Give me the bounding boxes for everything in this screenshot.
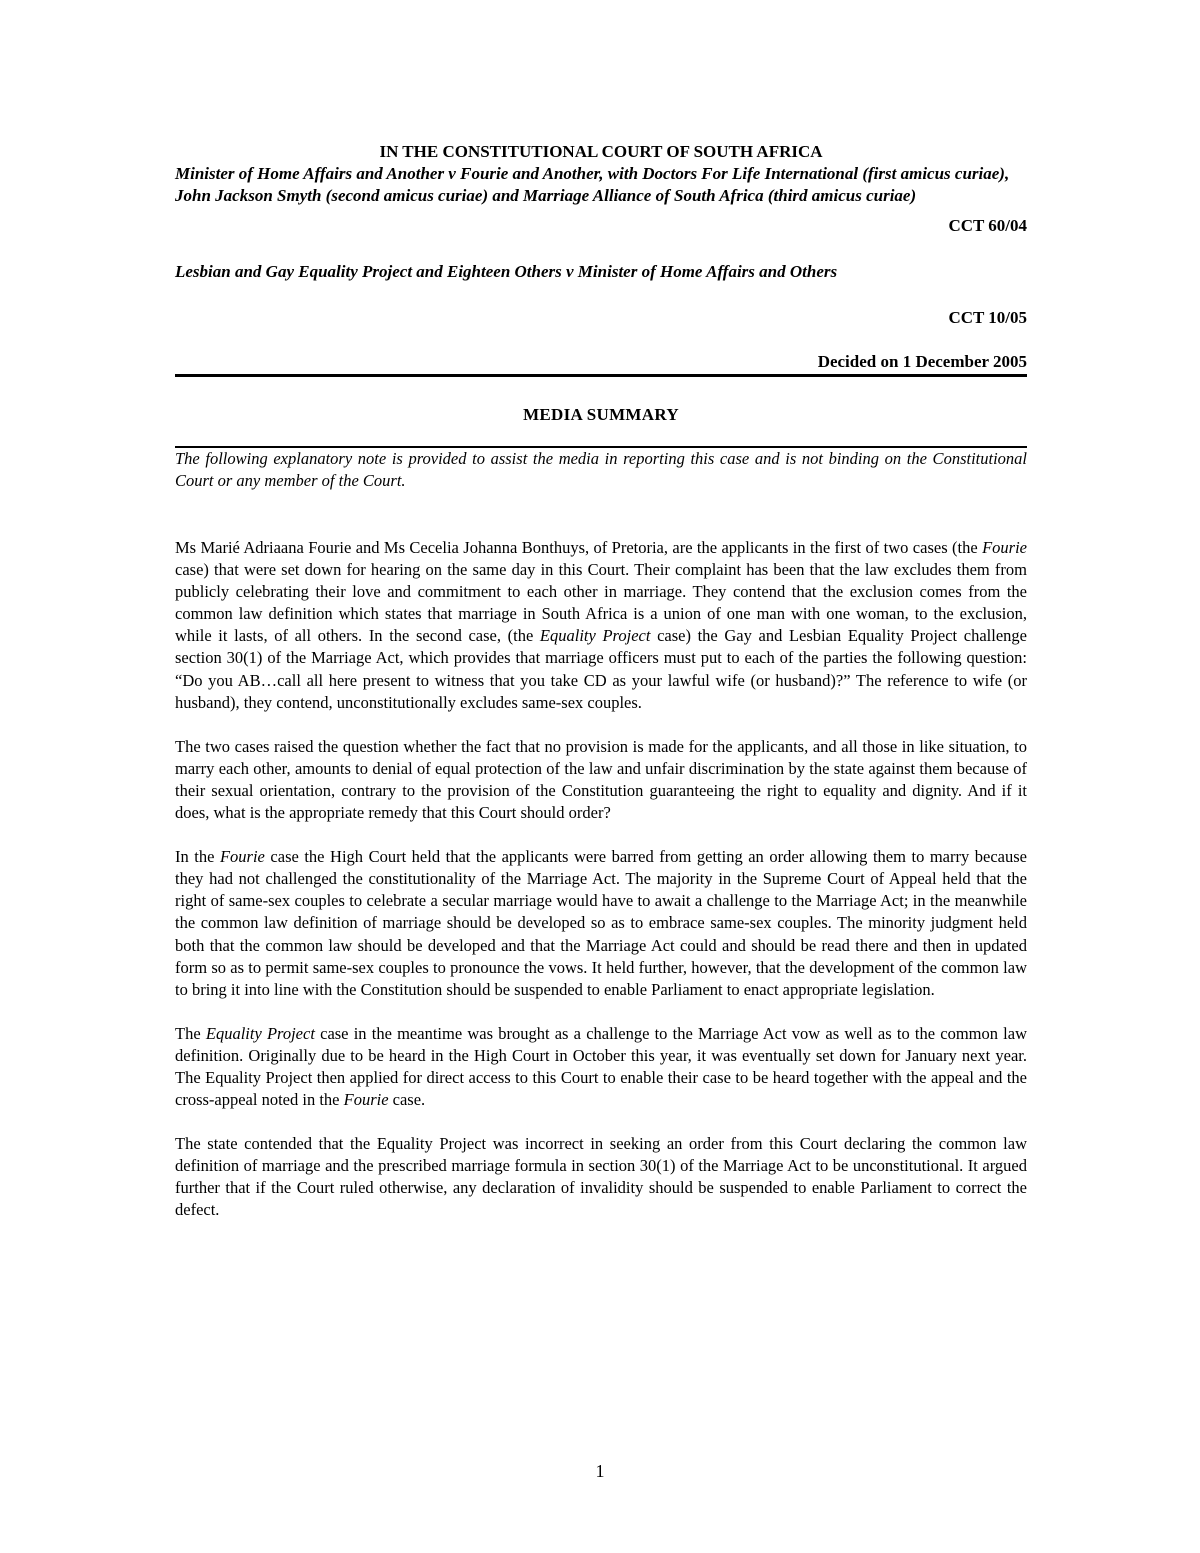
court-title: IN THE CONSTITUTIONAL COURT OF SOUTH AFRICA: [379, 142, 823, 161]
explanatory-note: The following explanatory note is provided to assist the media in reporting this case and is not binding on the Constitutional Court or any member of the Court.: [175, 449, 1027, 490]
decision-date: Decided on 1 December 2005: [817, 352, 1027, 371]
paragraph-2: The two cases raised the question whether the fact that no provision is made for the applicants, and all those in like situation, to marry each other, amounts to denial of equal protection of the law and unfair discrimination by the state against them because of their sexual orientation, contrary to the provision of the Constitution guaranteeing the right to equality and dignity. And if it does, what is the appropriate remedy that this Court should order?: [175, 736, 1027, 823]
document-page: [175, 141, 1027, 1222]
paragraph-5: The state contended that the Equality Project was incorrect in seeking an order from this Court declaring the common law definition of marriage and the prescribed marriage formula in section 30(1) of the Marriage Act to be unconstitutional. It argued further that if the Court ruled otherwise, any declaration of invalidity should be suspended to enable Parliament to correct the defect.: [175, 1134, 1027, 1220]
header-divider: [175, 374, 1027, 377]
paragraph-4: The Equality Project case in the meantime was brought as a challenge to the Marriage Act vow as well as to the common law definition. Originally due to be heard in the High Court in October this year, it was eventually set down for January next year. The Equality Project then applied for direct access to this Court to enable their case to be heard together with the appeal and the cross-appeal noted in the Fourie case.: [175, 1023, 1028, 1110]
case-number-second: CCT 10/05: [948, 308, 1027, 327]
media-summary-heading: MEDIA SUMMARY: [523, 405, 679, 424]
case-number-first: CCT 60/04: [948, 216, 1027, 235]
case-title-first: Minister of Home Affairs and Another v Fourie and Another, with Doctors For Life International (first amicus curiae), John Jackson Smyth (second amicus curiae) and Marriage Alliance of South Africa (third amicus curiae): [175, 164, 1010, 205]
page-number: 1: [595, 1461, 605, 1481]
paragraph-1: Ms Marié Adriaana Fourie and Ms Cecelia Johanna Bonthuys, of Pretoria, are the applicants in the first of two cases (the Fourie case) that were set down for hearing on the same day in this Court. Their complaint has been that the law excludes them from publicly celebrating their love and commitment to each other in marriage. They contend that the exclusion comes from the common law definition which states that marriage in South Africa is a union of one man with one woman, to the exclusion, while it lasts, of all others. In the second case, (the Equality Project case) the Gay and Lesbian Equality Project challenge section 30(1) of the Marriage Act, which provides that marriage officers must put to each of the parties the following question: “Do you AB…call all here present to witness that you take CD as your lawful wife (or husband)?” The reference to wife (or husband), they contend, unconstitutionally excludes same-sex couples.: [175, 538, 1027, 712]
case-title-second: Lesbian and Gay Equality Project and Eighteen Others v Minister of Home Affairs and Others: [175, 262, 838, 281]
paragraph-3: In the Fourie case the High Court held that the applicants were barred from getting an order allowing them to marry because they had not challenged the constitutionality of the Marriage Act. The majority in the Supreme Court of Appeal held that the right of same-sex couples to celebrate a secular marriage would have to await a challenge to the Marriage Act; in the meanwhile the common law definition of marriage should be developed so as to embrace same-sex couples. The minority judgment held both that the common law should be developed and that the Marriage Act could and should be read there and then in updated form so as to permit same-sex couples to pronounce the vows. It held further, however, that the development of the common law to bring it into line with the Constitution should be suspended to enable Parliament to enact appropriate legislation.: [175, 847, 1027, 999]
